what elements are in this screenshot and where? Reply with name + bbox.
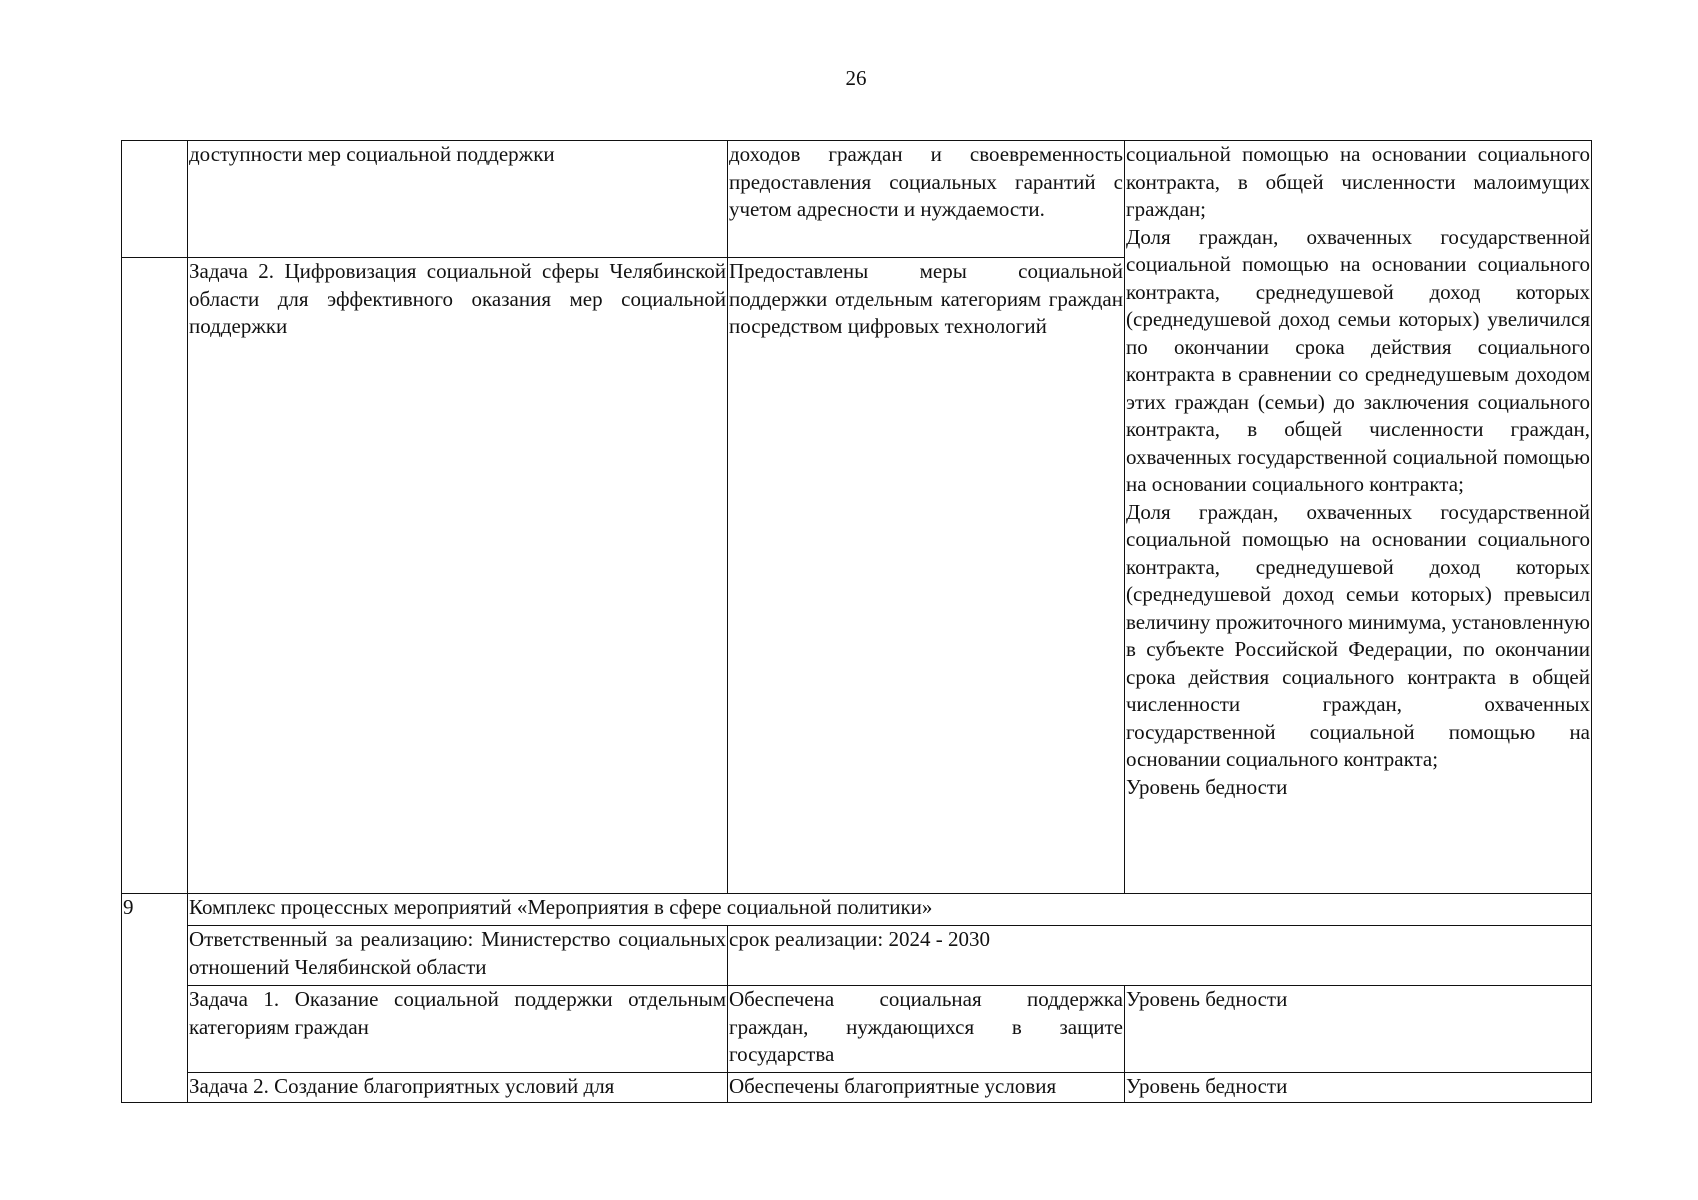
responsible-cell <box>188 926 728 986</box>
indicator-cell: Уровень бедности <box>1125 986 1592 1073</box>
result-cell <box>728 141 1125 258</box>
section-number: 9 <box>122 894 188 1103</box>
task-text: Задача 2. Цифровизация социальной сферы Челябинской области для эффективного оказания мер социальной поддержки <box>189 259 726 338</box>
task-cell <box>188 258 728 894</box>
result-text: Обеспечена социальная поддержка граждан, нуждающихся в защите государства <box>729 987 1123 1066</box>
indicators-cell <box>1125 141 1592 894</box>
task-cell <box>188 141 728 258</box>
page-number: 26 <box>845 66 867 90</box>
table-row <box>122 926 1592 986</box>
task-cell <box>188 1073 728 1103</box>
result-text: доходов граждан и своевременность предоставления социальных гарантий с учетом адресности и нуждаемости. <box>729 142 1123 221</box>
result-text: Предоставлены меры социальной поддержки отдельным категориям граждан посредством цифровых технологий <box>729 259 1123 338</box>
indicator-item: социальной помощью на основании социального контракта, в общей численности малоимущих граждан; <box>1126 142 1590 221</box>
responsible-text: Ответственный за реализацию: Министерство социальных отношений Челябинской области <box>189 927 726 979</box>
period-cell: срок реализации: 2024 - 2030 <box>728 926 1592 986</box>
result-text: Обеспечены благоприятные условия <box>729 1074 1057 1098</box>
table-row <box>122 141 1592 258</box>
number-cell-empty <box>122 141 188 258</box>
table-row <box>122 1073 1592 1103</box>
indicator-cell: Уровень бедности <box>1125 1073 1592 1103</box>
task-text: Задача 2. Создание благоприятных условий для <box>189 1074 615 1098</box>
indicator-item: Уровень бедности <box>1126 774 1288 799</box>
result-cell <box>728 986 1125 1073</box>
table-row <box>122 986 1592 1073</box>
indicator-item: Доля граждан, охваченных государственной социальной помощью на основании социального контракта, среднедушевой доход которых (среднедушевой доход семьи которых) увеличился по окончании срока действия социального контракта в сравнении со среднедушевым доходом этих граждан (семьи) до заключения социального контракта, в общей численности граждан, охваченных государственной социальной помощью на основании социального контракта; <box>1126 224 1590 496</box>
program-structure-table <box>121 140 1592 1103</box>
task-cell <box>188 986 728 1073</box>
result-cell <box>728 1073 1125 1103</box>
result-cell <box>728 258 1125 894</box>
task-text: Задача 1. Оказание социальной поддержки отдельным категориям граждан <box>189 987 726 1039</box>
complex-title: Комплекс процессных мероприятий «Мероприятия в сфере социальной политики» <box>188 894 1592 926</box>
number-cell-empty <box>122 258 188 894</box>
task-text: доступности мер социальной поддержки <box>189 142 555 166</box>
table-row <box>122 894 1592 926</box>
indicator-item: Доля граждан, охваченных государственной социальной помощью на основании социального контракта, среднедушевой доход которых (среднедушевой доход семьи которых) превысил величину прожиточного минимума, установленную в субъекте Российской Федерации, по окончании срока действия социального контракта в общей численности граждан, охваченных государственной социальной помощью на основании социального контракта; <box>1126 499 1590 771</box>
